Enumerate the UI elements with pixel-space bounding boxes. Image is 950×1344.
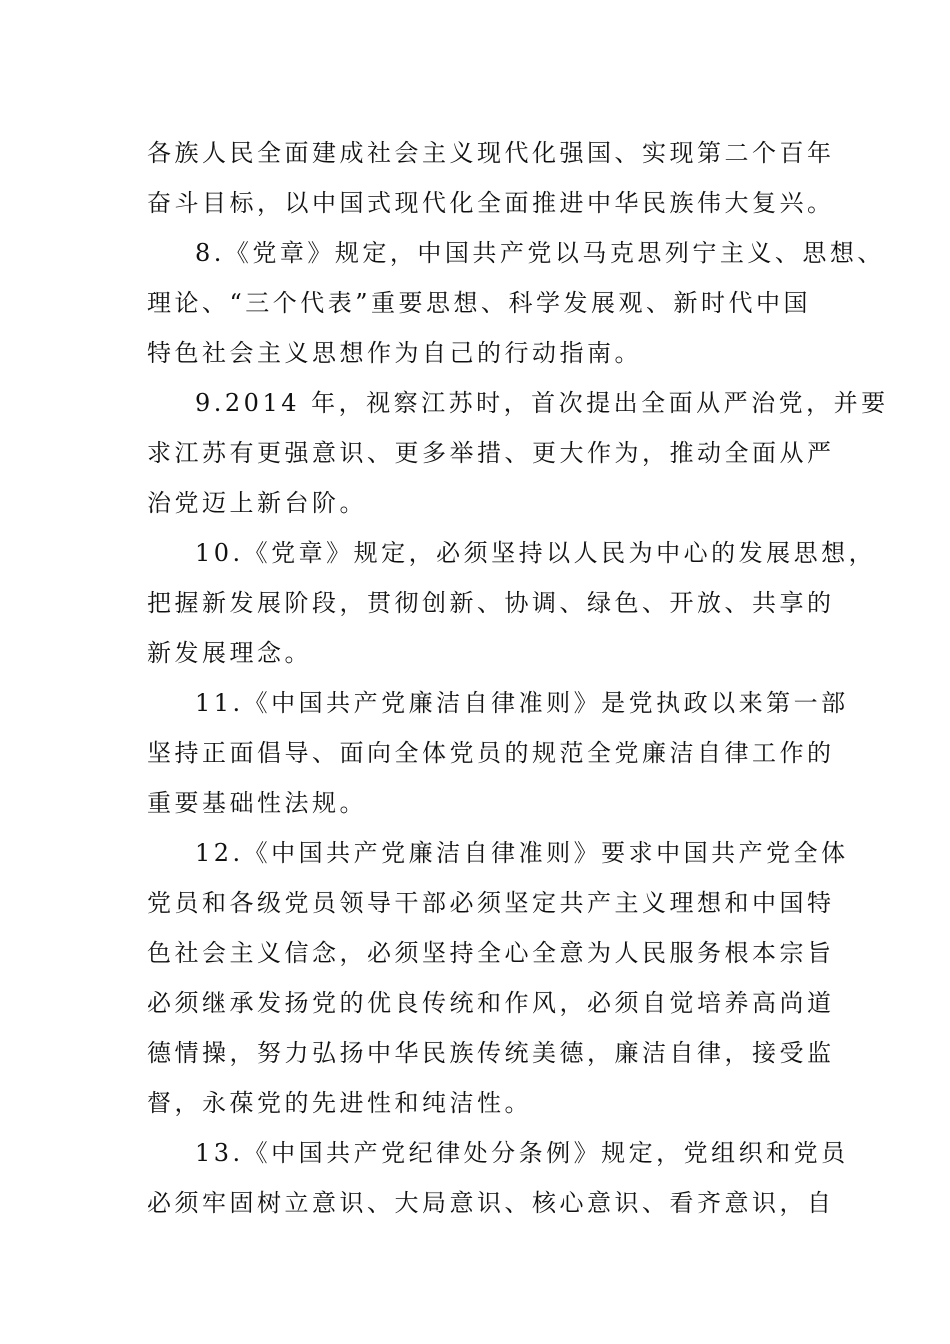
text-line: 党员和各级党员领导干部必须坚定共产主义理想和中国特 <box>147 889 835 917</box>
text-line: 必须继承发扬党的优良传统和作风，必须自觉培养高尚道 <box>147 989 835 1017</box>
text-line: 德情操，努力弘扬中华民族传统美德，廉洁自律，接受监 <box>147 1039 835 1067</box>
item-10-line: 10.《党章》规定，必须坚持以人民为中心的发展思想， <box>195 539 877 567</box>
document-body <box>147 128 889 1228</box>
text-line: 把握新发展阶段，贯彻创新、协调、绿色、开放、共享的 <box>147 589 835 617</box>
text-line: 治党迈上新台阶。 <box>147 489 367 517</box>
text-line: 各族人民全面建成社会主义现代化强国、实现第二个百年 <box>147 139 835 167</box>
text-line: 求江苏有更强意识、更多举措、更大作为，推动全面从严 <box>147 439 835 467</box>
text-line: 新发展理念。 <box>147 639 312 667</box>
text-line: 督，永葆党的先进性和纯洁性。 <box>147 1089 532 1117</box>
item-8-line: 8.《党章》规定，中国共产党以马克思列宁主义、思想、 <box>195 239 885 267</box>
item-11-line: 11.《中国共产党廉洁自律准则》是党执政以来第一部 <box>195 689 849 717</box>
item-9-line: 9.2014 年，视察江苏时，首次提出全面从严治党，并要 <box>195 389 889 417</box>
item-13-line: 13.《中国共产党纪律处分条例》规定，党组织和党员 <box>195 1139 849 1167</box>
text-line: 色社会主义信念，必须坚持全心全意为人民服务根本宗旨 <box>147 939 835 967</box>
item-12-line: 12.《中国共产党廉洁自律准则》要求中国共产党全体 <box>195 839 849 867</box>
text-line: 理论、“三个代表”重要思想、科学发展观、新时代中国 <box>147 289 812 317</box>
text-line: 必须牢固树立意识、大局意识、核心意识、看齐意识，自 <box>147 1189 835 1217</box>
text-line: 重要基础性法规。 <box>147 789 367 817</box>
text-line: 特色社会主义思想作为自己的行动指南。 <box>147 339 642 367</box>
text-line: 坚持正面倡导、面向全体党员的规范全党廉洁自律工作的 <box>147 739 835 767</box>
text-line: 奋斗目标，以中国式现代化全面推进中华民族伟大复兴。 <box>147 189 835 217</box>
